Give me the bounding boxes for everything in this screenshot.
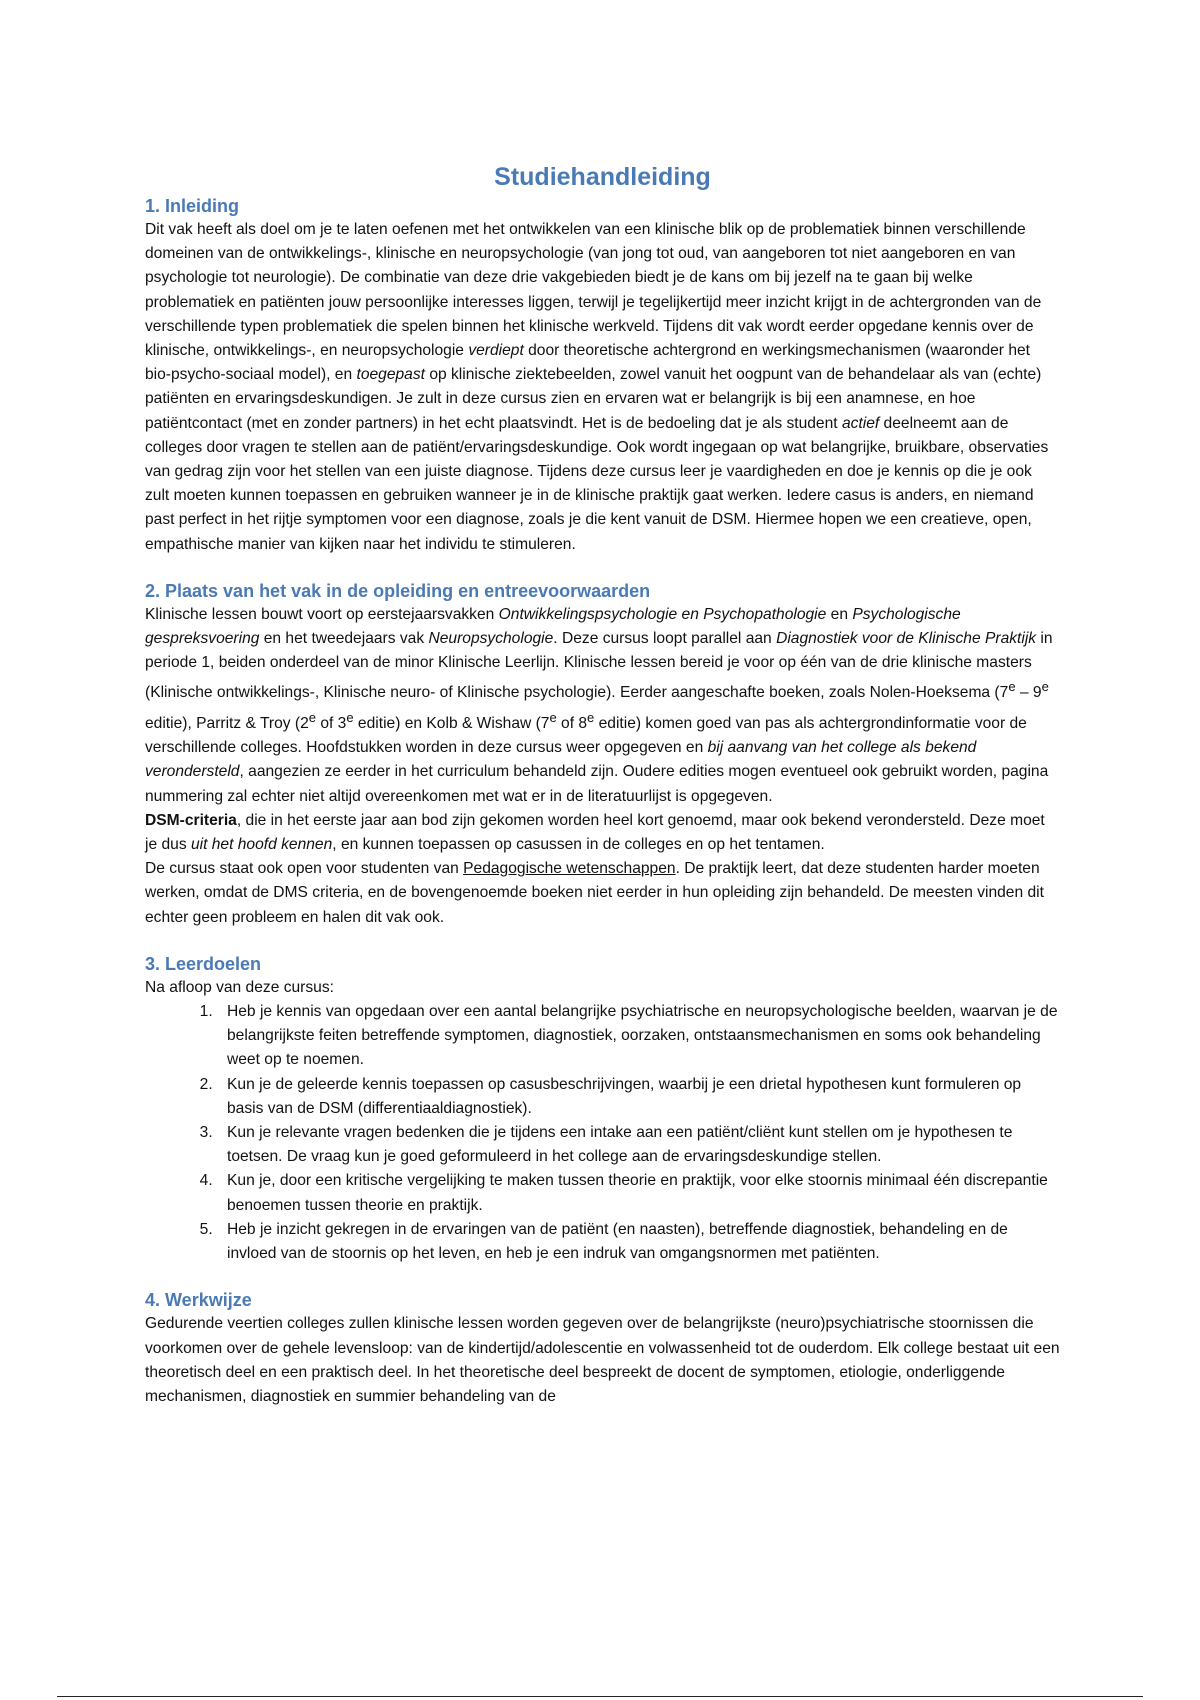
emphasis-text: Psychologische gespreksvoering xyxy=(145,605,961,648)
text-run: of 3 xyxy=(316,715,347,733)
learning-goals-list xyxy=(145,1000,1060,1266)
section-paragraph xyxy=(145,603,1060,809)
text-run: – 9 xyxy=(1015,684,1042,702)
list-item: 2. Kun je de geleerde kennis toepassen op casusbeschrijvingen, waarbij je een drietal hypothesen kunt formuleren op basis van de DSM (differentiaaldiagnostiek). xyxy=(217,1073,1060,1121)
footer-divider xyxy=(57,1696,1143,1697)
emphasis-text: Diagnostiek voor de Klinische Praktijk xyxy=(776,630,1037,648)
pedagogische-wetenschappen-link[interactable]: Pedagogische wetenschappen xyxy=(463,860,676,878)
list-item: 5. Heb je inzicht gekregen in de ervaringen van de patiënt (en naasten), betreffende diagnostiek, behandeling en de invloed van de stoornis op het leven, en heb je een indruk van omgangsnormen met patiënten. xyxy=(217,1218,1060,1266)
text-run: editie), Parritz & Troy (2 xyxy=(145,715,309,733)
list-item: 3. Kun je relevante vragen bedenken die je tijdens een intake aan een patiënt/cliënt kunt stellen om je hypothesen te toetsen. De vraag kun je goed geformuleerd in het college aan de ervaringsdeskundige stellen. xyxy=(217,1121,1060,1169)
text-run: door theoretische achtergrond en werkingsmechanismen (waaronder het bio-psycho-sociaal model), en xyxy=(145,342,1031,384)
section-paragraph xyxy=(145,809,1060,857)
superscript: e xyxy=(587,709,595,725)
emphasis-text: Neuropsychologie xyxy=(428,630,554,648)
text-run: De cursus staat ook open voor studenten van xyxy=(145,860,464,878)
text-run: Dit vak heeft als doel om je te laten oefenen met het ontwikkelen van een klinische blik op de problematiek binnen verschillende domeinen van de ontwikkelings-, klinische en neuropsychologie (van jong tot oud, van aangeboren tot niet aangeboren en van psychologie tot neurologie). De combinatie van deze drie vakgebieden biedt je de kans om bij jezelf na te gaan bij welke problematiek en patiënten jouw persoonlijke interesses liggen, terwijl je tegelijkertijd meer inzicht krijgt in de achtergronden van de verschillende typen problematiek die spelen binnen het klinische werkveld. Tijdens dit vak wordt eerder opgedane kennis over de klinische, ontwikkelings-, en neuropsychologie xyxy=(145,221,1042,360)
section-paragraph xyxy=(145,857,1060,930)
emphasis-text: actief xyxy=(841,414,880,432)
text-run: of 8 xyxy=(556,715,588,733)
section-leerdoelen xyxy=(145,952,1060,1266)
text-run: deelneemt aan de colleges door vragen te stellen aan de patiënt/ervaringsdeskundige. Ook wordt ingegaan op wat belangrijke, bruikbare, observaties van gedrag zijn voor het stellen van een juiste diagnose. Tijdens deze cursus leer je vaardigheden en doe je kennis op die je ook zult moeten kunnen toepassen en gebruiken wanneer je in de klinische praktijk gaat werken. Iedere casus is anders, en niemand past perfect in het rijtje symptomen voor een diagnose, zoals je die kent vanuit de DSM. Hiermee hopen we een creatieve, open, empathische manier van kijken naar het individu te stimuleren. xyxy=(145,414,1049,553)
document-title: Studiehandleiding xyxy=(494,163,711,191)
list-item: 4. Kun je, door een kritische vergelijking te maken tussen theorie en praktijk, voor elke stoornis minimaal één discrepantie benoemen tussen theorie en praktijk. xyxy=(217,1169,1060,1217)
text-run: . De praktijk leert, dat deze studenten harder moeten werken, omdat de DMS criteria, en de bovengenoemde boeken niet eerder in hun opleiding zijn behandeld. De meesten vinden dit echter geen probleem en halen dit vak ook. xyxy=(145,860,1044,926)
section-heading: 1. Inleiding xyxy=(145,196,240,216)
text-run: op klinische ziektebeelden, zowel vanuit het oogpunt van de behandelaar als van (echte) patiënten en ervaringsdeskundigen. Je zult in deze cursus zien en ervaren wat er belangrijk is bij een anamnese, en hoe patiëntcontact (met en zonder partners) in het echt plaatsvindt. Het is de bedoeling dat je als student xyxy=(145,366,1042,432)
superscript: e xyxy=(549,709,557,725)
text-run: , en kunnen toepassen op casussen in de colleges en op het tentamen. xyxy=(332,836,825,854)
section-intro: Na afloop van deze cursus: xyxy=(145,978,334,996)
text-run: en het tweedejaars vak xyxy=(259,630,429,648)
emphasis-text: verdiept xyxy=(468,342,524,360)
superscript: e xyxy=(1041,679,1049,695)
text-run: en xyxy=(826,605,853,623)
text-run: editie) en Kolb & Wishaw (7 xyxy=(353,715,550,733)
section-heading: 3. Leerdoelen xyxy=(145,953,262,974)
emphasis-text: bij aanvang van het college als bekend verondersteld xyxy=(145,739,977,781)
superscript: e xyxy=(308,709,317,725)
text-run: , die in het eerste jaar aan bod zijn gekomen worden heel kort genoemd, maar ook bekend verondersteld. Deze moet je dus xyxy=(145,811,1045,854)
section-werkwijze xyxy=(145,1288,1060,1409)
section-heading: 4. Werkwijze xyxy=(145,1290,252,1311)
section-paragraph: Gedurende veertien colleges zullen klinische lessen worden gegeven over de belangrijkste (neuro)psychiatrische stoornissen die voorkomen over de gehele levensloop: van de kindertijd/adolescentie en volwassenheid tot de ouderdom. Elk college bestaat uit een theoretisch deel en een praktisch deel. In het theoretische deel bespreekt de docent de symptomen, etiologie, onderliggende mechanismen, diagnostiek en summier behandeling van de xyxy=(145,1315,1060,1405)
bold-text: DSM-criteria xyxy=(145,811,237,829)
text-run: editie) komen goed van pas als achtergrondinformatie voor de verschillende colleges. Hoofdstukken worden in deze cursus weer opgegeven en xyxy=(145,715,1027,757)
section-inleiding xyxy=(145,194,1060,557)
text-run: . Deze cursus loopt parallel aan xyxy=(553,630,777,648)
emphasis-text: Ontwikkelingspsychologie en Psychopathologie xyxy=(498,605,827,623)
emphasis-text: uit het hoofd kennen xyxy=(190,836,333,854)
text-run: , aangezien ze eerder in het curriculum behandeld zijn. Oudere edities mogen eventueel ook gebruikt worden, pagina nummering zal echter niet altijd overeenkomen met wat er in de literatuurlijst is opgegeven. xyxy=(145,763,1049,805)
emphasis-text: toegepast xyxy=(356,366,425,384)
section-heading: 2. Plaats van het vak in de opleiding en entreevoorwaarden xyxy=(145,580,651,601)
section-plaats xyxy=(145,579,1060,930)
superscript: e xyxy=(346,709,354,725)
list-item: 1. Heb je kennis van opgedaan over een aantal belangrijke psychiatrische en neuropsychologische beelden, waarvan je de belangrijkste feiten betreffende symptomen, diagnostiek, oorzaken, ontstaansmechanismen en soms ook behandeling weet op te noemen. xyxy=(217,1000,1060,1073)
text-run: Klinische lessen bouwt voort op eerstejaarsvakken xyxy=(145,605,499,623)
superscript: e xyxy=(1008,679,1016,695)
document-page xyxy=(145,160,1060,1431)
text-run: in periode 1, beiden onderdeel van de minor Klinische Leerlijn. Klinische lessen bereid je voor op één van de drie klinische masters (Klinische ontwikkelings-, Klinische neuro- of Klinische psychologie). Eerder aangeschafte boeken, zoals Nolen-Hoeksema (7 xyxy=(145,630,1053,702)
section-paragraph xyxy=(145,218,1060,557)
